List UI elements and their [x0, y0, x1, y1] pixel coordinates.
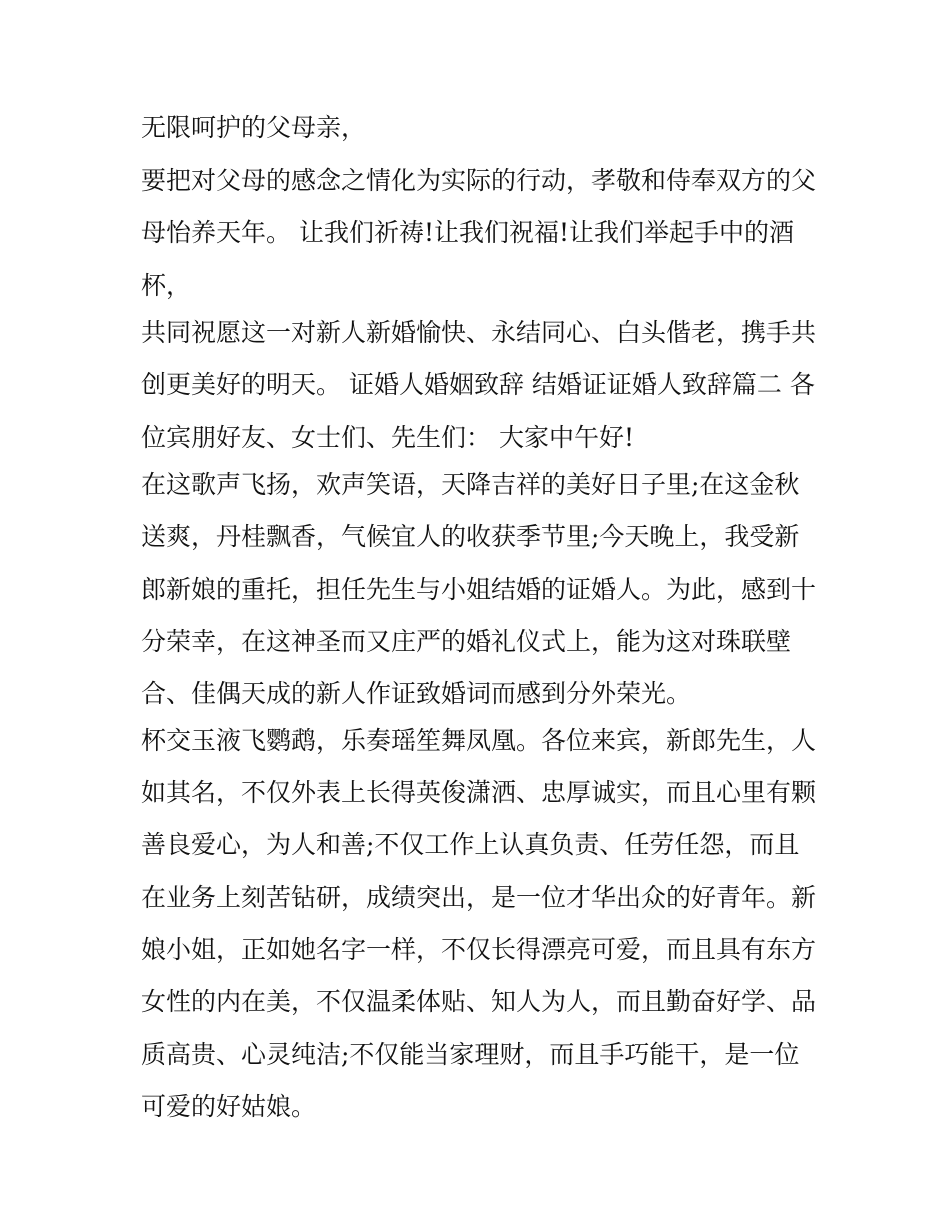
- text-line: 要把对父母的感念之情化为实际的行动，孝敬和侍奉双方的父: [141, 166, 817, 195]
- text-line: 可爱的好姑娘。: [141, 1092, 317, 1121]
- text-line: 郎新娘的重托，担任先生与小姐结婚的证婚人。为此，感到十: [141, 575, 817, 604]
- text-line: 位宾朋好友、女士们、先生们： 大家中午好!: [141, 423, 634, 452]
- text-line: 女性的内在美，不仅温柔体贴、知人为人，而且勤奋好学、品: [141, 987, 817, 1016]
- text-line: 娘小姐，正如她名字一样，不仅长得漂亮可爱，而且具有东方: [141, 935, 817, 964]
- text-line: 质高贵、心灵纯洁;不仅能当家理财，而且手巧能干，是一位: [141, 1040, 800, 1069]
- text-line: 善良爱心，为人和善;不仅工作上认真负责、任劳任怨，而且: [141, 830, 800, 859]
- text-line: 合、佳偶天成的新人作证致婚词而感到分外荣光。: [141, 679, 692, 708]
- text-line: 共同祝愿这一对新人新婚愉快、永结同心、白头偕老，携手共: [141, 318, 817, 347]
- text-line: 无限呵护的父母亲，: [141, 113, 367, 142]
- text-line: 在这歌声飞扬，欢声笑语，天降吉祥的美好日子里;在这金秋: [141, 470, 800, 499]
- text-line: 母怡养天年。 让我们祈祷!让我们祝福!让我们举起手中的酒: [141, 218, 795, 247]
- text-line: 创更美好的明天。 证婚人婚姻致辞 结婚证证婚人致辞篇二 各: [141, 370, 815, 399]
- text-line: 杯交玉液飞鹦鹉，乐奏瑶笙舞凤凰。各位来宾，新郎先生，人: [141, 726, 817, 755]
- text-line: 如其名，不仅外表上长得英俊潇洒、忠厚诚实，而且心里有颗: [141, 778, 817, 807]
- text-line: 送爽，丹桂飘香，气候宜人的收获季节里;今天晚上，我受新: [141, 522, 800, 551]
- text-line: 杯，: [141, 271, 192, 300]
- text-line: 在业务上刻苦钻研，成绩突出，是一位才华出众的好青年。新: [141, 883, 817, 912]
- text-line: 分荣幸，在这神圣而又庄严的婚礼仪式上，能为这对珠联壁: [141, 627, 792, 656]
